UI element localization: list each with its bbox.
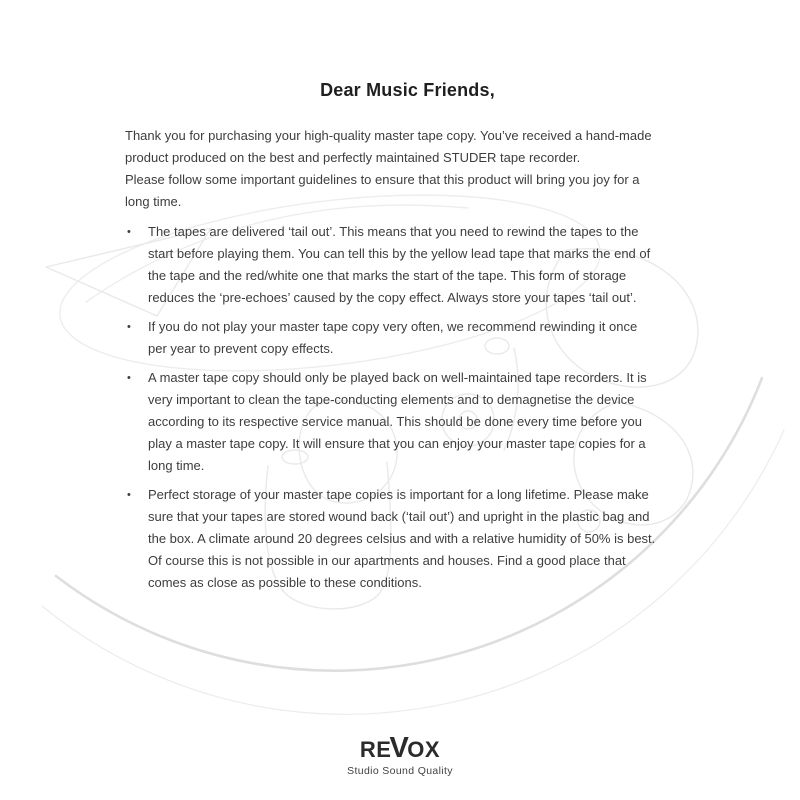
revox-logo: [359, 731, 441, 764]
guideline-item: [125, 221, 690, 309]
bullet-marker-icon: •: [127, 321, 131, 333]
letter-title: Dear Music Friends,: [320, 80, 495, 100]
intro-paragraph: Thank you for purchasing your high-quality master tape copy. You’ve received a hand-made product produced on the best and perfectly maintained STUDER tape recorder. Please follow some important guidelines to ensure that this product will bring you joy for a long time.: [125, 128, 652, 209]
guideline-item: [125, 367, 690, 477]
logo-text-re: RE: [359, 737, 392, 762]
guideline-text: Perfect storage of your master tape copies is important for a long lifetime. Please make sure that your tapes are stored wound back (‘tail out’) and upright in the plastic bag and the box. A climate around 20 degrees celsius and with a relative humidity of 50% is best. Of course this is not possible in our apartments and houses. Find a good place that comes as close as possible to these conditions.: [148, 487, 656, 590]
logo-tagline: Studio Sound Quality: [347, 765, 453, 777]
guideline-text: If you do not play your master tape copy very often, we recommend rewinding it once per year to prevent copy effects.: [148, 319, 638, 356]
letter-content: [125, 80, 690, 601]
guideline-item: [125, 484, 690, 594]
guideline-item: [125, 316, 690, 360]
guideline-text: A master tape copy should only be played back on well-maintained tape recorders. It is very important to clean the tape-conducting elements and to demagnetise the device according to its respective service manual. This should be done every time before you play a master tape copy. It will ensure that you can enjoy your master tape copies for a long time.: [148, 370, 647, 473]
logo-text-ox: OX: [407, 737, 441, 762]
guideline-text: The tapes are delivered ‘tail out’. This means that you need to rewind the tapes to the start before playing them. You can tell this by the yellow lead tape that marks the end of the tape and the red/white one that marks the start of the tape. This form of storage reduces the ‘pre-echoes’ caused by the copy effect. Always store your tapes ‘tail out’.: [148, 224, 651, 305]
bullet-marker-icon: •: [127, 226, 131, 238]
bullet-marker-icon: •: [127, 489, 131, 501]
logo-text-v: V: [389, 731, 410, 764]
bullet-marker-icon: •: [127, 372, 131, 384]
footer: [0, 731, 800, 777]
guidelines-list: [125, 221, 690, 594]
